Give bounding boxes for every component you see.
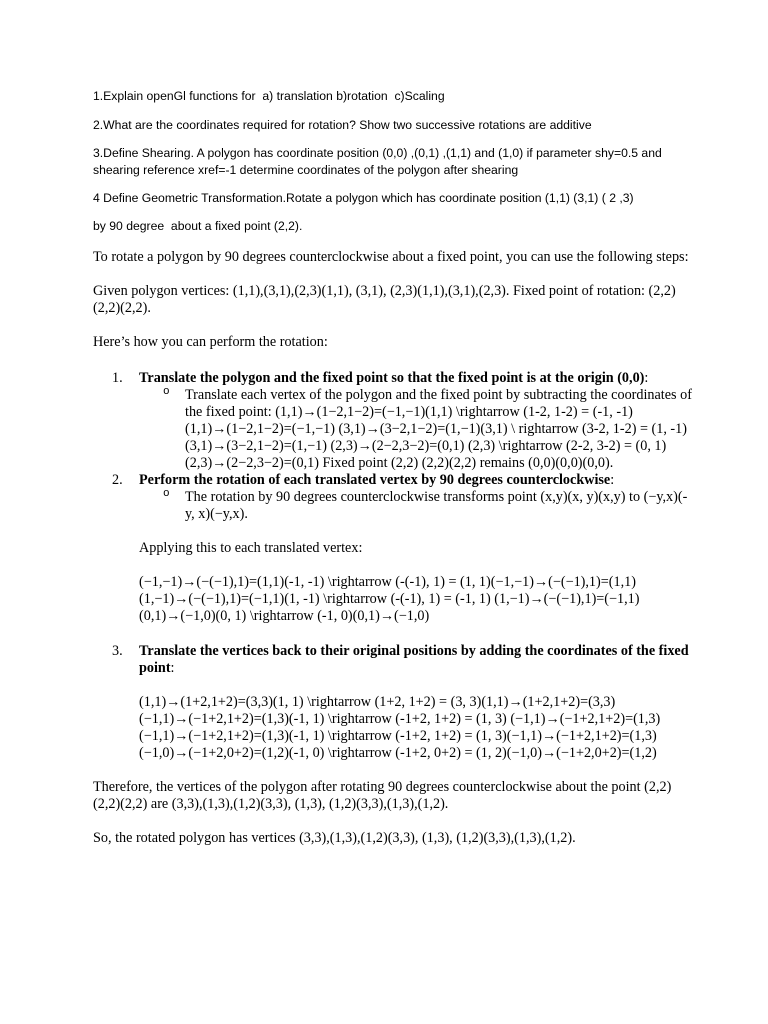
bullet-icon: o (163, 488, 170, 500)
bullet-text: The rotation by 90 degrees counterclockwise transforms point (x,y)(x, y)(x,y) to (−y,x)(-y, x)(−y,x). (185, 489, 688, 522)
question-3: 3.Define Shearing. A polygon has coordinate position (0,0) ,(0,1) ,(1,1) and (1,0) if parameter shy=0.5 and shearing reference xref=-1 determine coordinates of the polygon after shearing (93, 146, 666, 177)
step-1-bullet (139, 387, 693, 472)
step-suffix: : (644, 370, 649, 386)
heres-how-paragraph: Here’s how you can perform the rotation: (93, 334, 328, 350)
step-3 (93, 643, 693, 762)
step-number: 1. (112, 370, 123, 386)
step-title: Perform the rotation of each translated vertex by 90 degrees counterclockwise (139, 472, 611, 488)
conclusion-paragraph: So, the rotated polygon has vertices (3,3),(1,3),(1,2)(3,3), (1,3), (1,2)(3,3),(1,3),(1,2). (93, 830, 576, 846)
question-4-continued: by 90 degree about a fixed point (2,2). (93, 219, 303, 233)
steps-list (93, 370, 693, 762)
step-title: Translate the polygon and the fixed point so that the fixed point is at the origin (0,0) (139, 370, 645, 386)
step-1 (93, 370, 693, 472)
step-number: 3. (112, 643, 123, 659)
bullet-icon: o (163, 386, 170, 398)
step-2 (93, 472, 693, 625)
step-2-bullet (139, 489, 693, 523)
step-suffix: : (170, 660, 175, 676)
intro-paragraph: To rotate a polygon by 90 degrees counterclockwise about a fixed point, you can use the following steps: (93, 249, 689, 265)
step-title: Translate the vertices back to their original positions by adding the coordinates of the fixed point (139, 643, 689, 676)
question-2: 2.What are the coordinates required for rotation? Show two successive rotations are additive (93, 118, 592, 132)
rotation-results: (−1,−1)→(−(−1),1)=(1,1)(-1, -1) \rightarrow (-(-1), 1) = (1, 1)(−1,−1)→(−(−1),1)=(1,1) (1,−1)→(−(−1),1)=(−1,1)(1, -1) \rightarrow (-(-1), 1) = (-1, 1) (1,−1)→(−(−1),1)=(−1,1) (0,1)→(−1,0)(0, 1) \rightarrow (-1, 0)(0,1)→(−1,0) (139, 574, 640, 624)
therefore-paragraph: Therefore, the vertices of the polygon after rotating 90 degrees counterclockwise about the point (2,2)(2,2)(2,2) are (3,3),(1,3),(1,2)(3,3), (1,3), (1,2)(3,3),(1,3),(1,2). (93, 779, 672, 812)
translate-back-results: (1,1)→(1+2,1+2)=(3,3)(1, 1) \rightarrow (1+2, 1+2) = (3, 3)(1,1)→(1+2,1+2)=(3,3) (−1,1)→(−1+2,1+2)=(1,3)(-1, 1) \rightarrow (-1+2, 1+2) = (1, 3) (−1,1)→(−1+2,1+2)=(1,3) (−1,1)→(−1+2,1+2)=(1,3)(-1, 1) \rightarrow (-1+2, 1+2) = (1, 3)(−1,1)→(−1+2,1+2)=(1,3) (−1,0)→(−1+2,0+2)=(1,2)(-1, 0) \rightarrow (-1+2, 0+2) = (1, 2)(−1,0)→(−1+2,0+2)=(1,2) (139, 694, 661, 761)
document-page (93, 86, 693, 847)
question-1: 1.Explain openGl functions for a) translation b)rotation c)Scaling (93, 89, 445, 103)
step-number: 2. (112, 472, 123, 488)
question-4: 4 Define Geometric Transformation.Rotate a polygon which has coordinate position (1,1) (3,1) ( 2 ,3) (93, 191, 634, 205)
applying-text: Applying this to each translated vertex: (139, 540, 363, 556)
step-suffix: : (610, 472, 615, 488)
bullet-text: Translate each vertex of the polygon and the fixed point by subtracting the coordinates of the fixed point: (1,1)→(1−2,1−2)=(−1,−1)(1,1) \rightarrow (1-2, 1-2) = (-1, -1)(1,1)→(1−2,1−2)=(−1,−1) (3,1)→(3−2,1−2)=(1,−1)(3,1) \ rightarrow (3-2, 1-2) = (1, -1)(3,1)→(3−2,1−2)=(1,−1) (2,3)→(2−2,3−2)=(0,1) (2,3) \rightarrow (2-2, 3-2) = (0, 1)(2,3)→(2−2,3−2)=(0,1) Fixed point (2,2) (2,2)(2,2) remains (0,0)(0,0)(0,0). (185, 387, 692, 471)
given-paragraph: Given polygon vertices: (1,1),(3,1),(2,3)(1,1), (3,1), (2,3)(1,1),(3,1),(2,3). Fixed point of rotation: (2,2)(2,2)(2,2). (93, 283, 676, 316)
